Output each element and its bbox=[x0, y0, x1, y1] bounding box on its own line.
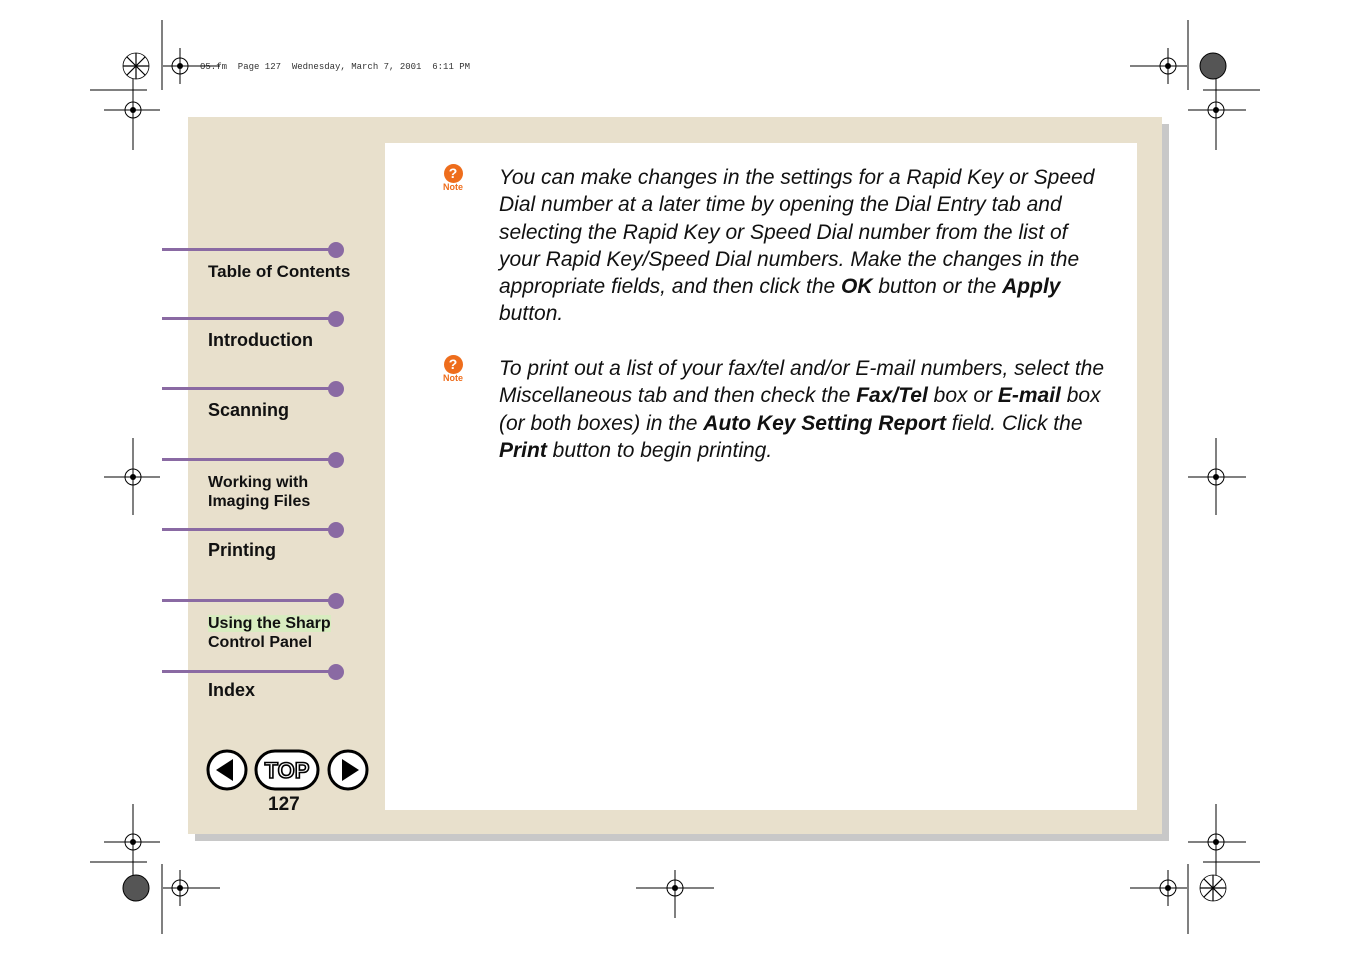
nav-dot bbox=[328, 311, 344, 327]
question-icon: ? bbox=[444, 355, 463, 374]
nav-label: Table of Contents bbox=[208, 262, 351, 281]
note-icon bbox=[438, 164, 468, 192]
nav-label-line: Imaging Files bbox=[208, 493, 311, 510]
nav-label-line: Working with bbox=[208, 474, 309, 491]
emphasized-term: Print bbox=[499, 438, 547, 462]
print-header: 05.fm Page 127 Wednesday, March 7, 2001 6:11 PM bbox=[200, 62, 471, 72]
nav-label-line: Control Panel bbox=[208, 634, 313, 651]
note-icon-label: Note bbox=[443, 373, 463, 383]
text-run: box or bbox=[927, 384, 998, 408]
nav-label: Introduction bbox=[208, 330, 313, 350]
nav-bar bbox=[162, 317, 332, 320]
next-page-button[interactable] bbox=[327, 749, 369, 791]
emphasized-term: Fax/Tel bbox=[856, 384, 928, 408]
nav-label: Printing bbox=[208, 540, 276, 560]
note-text bbox=[499, 355, 1114, 464]
question-icon: ? bbox=[444, 164, 463, 183]
nav-bar bbox=[162, 599, 332, 602]
nav-dot bbox=[328, 242, 344, 258]
text-run: box (or both boxes) in the bbox=[499, 384, 1101, 435]
emphasized-term: Apply bbox=[1002, 275, 1061, 299]
text-run: To print out a list of your fax/tel and/or E-mail numbers, select the Miscellaneous tab and then check the bbox=[499, 357, 1105, 408]
nav-label-line: Using the Sharp bbox=[208, 615, 331, 632]
text-run: You can make changes in the settings for a Rapid Key or Speed Dial number at a later time by opening the Dial Entry tab and selecting the Rapid Key or Speed Dial number from the list of your Rapid Key/Speed Dial numbers. Make the changes in the appropriate fields, and then click the bbox=[499, 166, 1095, 299]
note-icon bbox=[438, 355, 468, 383]
nav-label: Index bbox=[208, 680, 256, 700]
note-text bbox=[499, 164, 1114, 328]
nav-bar bbox=[162, 528, 332, 531]
text-run: button. bbox=[499, 302, 564, 326]
text-run: field. Click the bbox=[945, 411, 1083, 435]
text-run: button to begin printing. bbox=[546, 438, 773, 462]
top-label: TOP bbox=[264, 758, 310, 783]
emphasized-term: OK bbox=[841, 275, 873, 299]
nav-dot bbox=[328, 381, 344, 397]
note-icon-label: Note bbox=[443, 182, 463, 192]
prev-page-button[interactable] bbox=[206, 749, 248, 791]
top-button[interactable] bbox=[254, 749, 322, 791]
nav-dot bbox=[328, 593, 344, 609]
nav-dot bbox=[328, 452, 344, 468]
emphasized-term: E-mail bbox=[997, 384, 1061, 408]
nav-dot bbox=[328, 522, 344, 538]
page-number: 127 bbox=[268, 794, 300, 815]
emphasized-term: Auto Key Setting Report bbox=[703, 411, 946, 435]
nav-bar bbox=[162, 387, 332, 390]
nav-dot bbox=[328, 664, 344, 680]
nav-bar bbox=[162, 458, 332, 461]
nav-label: Scanning bbox=[208, 400, 290, 420]
page-nav-buttons bbox=[206, 749, 370, 793]
nav-bar bbox=[162, 670, 332, 673]
text-run: button or the bbox=[872, 275, 1003, 299]
nav-label bbox=[208, 614, 331, 652]
nav-bar bbox=[162, 248, 332, 251]
nav-label bbox=[208, 473, 310, 511]
